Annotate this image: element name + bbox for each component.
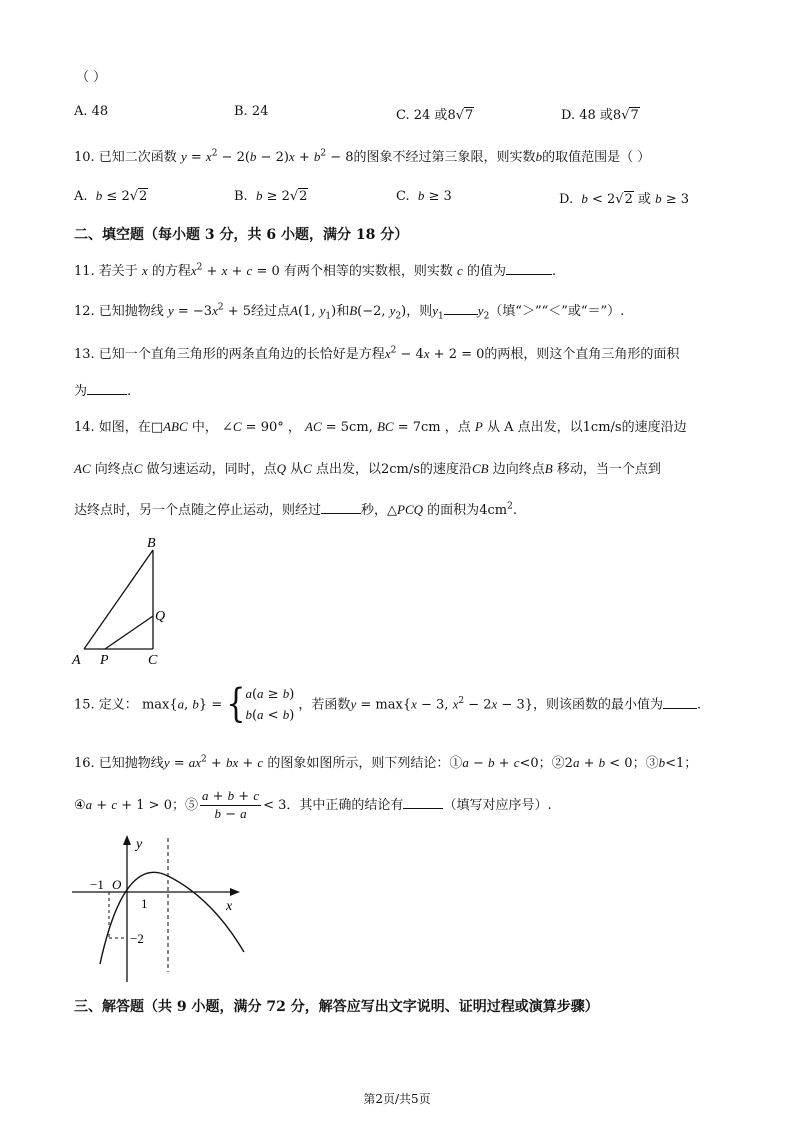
q10-option-d: D. b < 2√2 或 b ≥ 3 bbox=[559, 191, 690, 207]
q11-stem: 11. 若关于 x 的方程$x^2 + x + c = 0$ 有两个相等的实数根，则实数 c 的值为 . bbox=[74, 262, 557, 279]
q10-option-c: C. b ≥ 3 bbox=[396, 188, 452, 204]
label-b: B bbox=[147, 536, 156, 551]
segment-pq bbox=[105, 616, 153, 649]
q13-stem-line1: 13. 已知一个直角三角形的两条直角边的长恰好是方程$x^2 - 4x + 2 = 0$的两根，则这个直角三角形的面积 bbox=[74, 345, 680, 362]
label-neg1: −1 bbox=[90, 877, 104, 892]
page-footer: 第2页/共5页 bbox=[363, 1092, 431, 1106]
x-axis-arrow bbox=[230, 888, 240, 896]
q14-stem-line1: 14. 如图，在□ABC 中， ∠C = 90° ， AC = 5cm, BC = 7cm ，点 P 从 A 点出发，以1cm/s的速度沿边 bbox=[74, 419, 687, 435]
label-y: y bbox=[136, 837, 143, 852]
q14-stem-line2: AC 向终点C 做匀速运动，同时，点Q 从C 点出发，以2cm/s的速度沿CB 边向终点B 移动，当一个点到 bbox=[74, 461, 661, 477]
label-x: x bbox=[226, 899, 233, 914]
label-a: A bbox=[72, 653, 81, 668]
section-2-title: 二、填空题（每小题 3 分，共 6 小题，满分 18 分） bbox=[74, 227, 409, 243]
q16-stem-line1: 16. 已知抛物线$y = ax^2$ + bx + c 的图象如图所示，则下列结论：①a − b + c<0；②2a + b < 0；③b<1； bbox=[74, 754, 698, 771]
label-p: P bbox=[100, 653, 109, 668]
q14-stem-line3: 达终点时，另一个点随之停止运动，则经过 秒，△PCQ 的面积为$4cm^2$. bbox=[74, 501, 517, 518]
q10-option-a: A. b ≤ 2√2 bbox=[74, 188, 148, 204]
q9-option-a: A. 48 bbox=[74, 104, 109, 119]
q16-stem-line2: ④a + c + 1 > 0；⑤ $\frac{a + b + c}{b - a}$ < 3．其中正确的结论有 （填写对应序号）. bbox=[74, 788, 552, 822]
label-c: C bbox=[148, 653, 158, 668]
section-3-title: 三、解答题（共 9 小题，满分 72 分，解答应写出文字说明、证明过程或演算步骤） bbox=[74, 999, 599, 1015]
q16-parabola-figure bbox=[66, 832, 246, 988]
q9-answer-paren: （ ） bbox=[76, 70, 107, 85]
label-origin: O bbox=[112, 877, 122, 892]
y-axis-arrow bbox=[123, 835, 131, 845]
q9-option-b: B. 24 bbox=[234, 104, 269, 119]
q9-option-d: D. 48 或8√7 bbox=[561, 108, 639, 123]
q12-stem: 12. 已知抛物线 $y = -3x^2 + 5$经过点A(1, $y_1$)和B(−2, $y_2$)，则$y_1$ $y_2$（填“＞”“＜”或“＝”）. bbox=[74, 302, 625, 322]
label-q: Q bbox=[155, 609, 166, 624]
q15-stem: 15. 定义： max{a, b} = {a(a ≥ b) b(a < b) ，若函数y = max{x − 3, $x^2 - 2x - 3$}，则该函数的最小值为 . bbox=[74, 681, 702, 728]
q10-option-b: B. b ≥ 2√2 bbox=[234, 188, 308, 204]
label-neg2: −2 bbox=[130, 931, 144, 946]
q10-stem: 10. 已知二次函数 $y = x^2 - 2(b - 2)x + b^2 - 8$的图象不经过第三象限，则实数b的取值范围是（ ） bbox=[74, 148, 651, 165]
q9-option-c: C. 24 或8√7 bbox=[396, 108, 474, 123]
side-ab bbox=[84, 550, 153, 649]
q14-triangle-figure bbox=[66, 532, 186, 672]
label-one: 1 bbox=[141, 896, 148, 911]
q13-stem-line2: 为 . bbox=[74, 384, 132, 399]
parabola-curve bbox=[100, 872, 244, 964]
